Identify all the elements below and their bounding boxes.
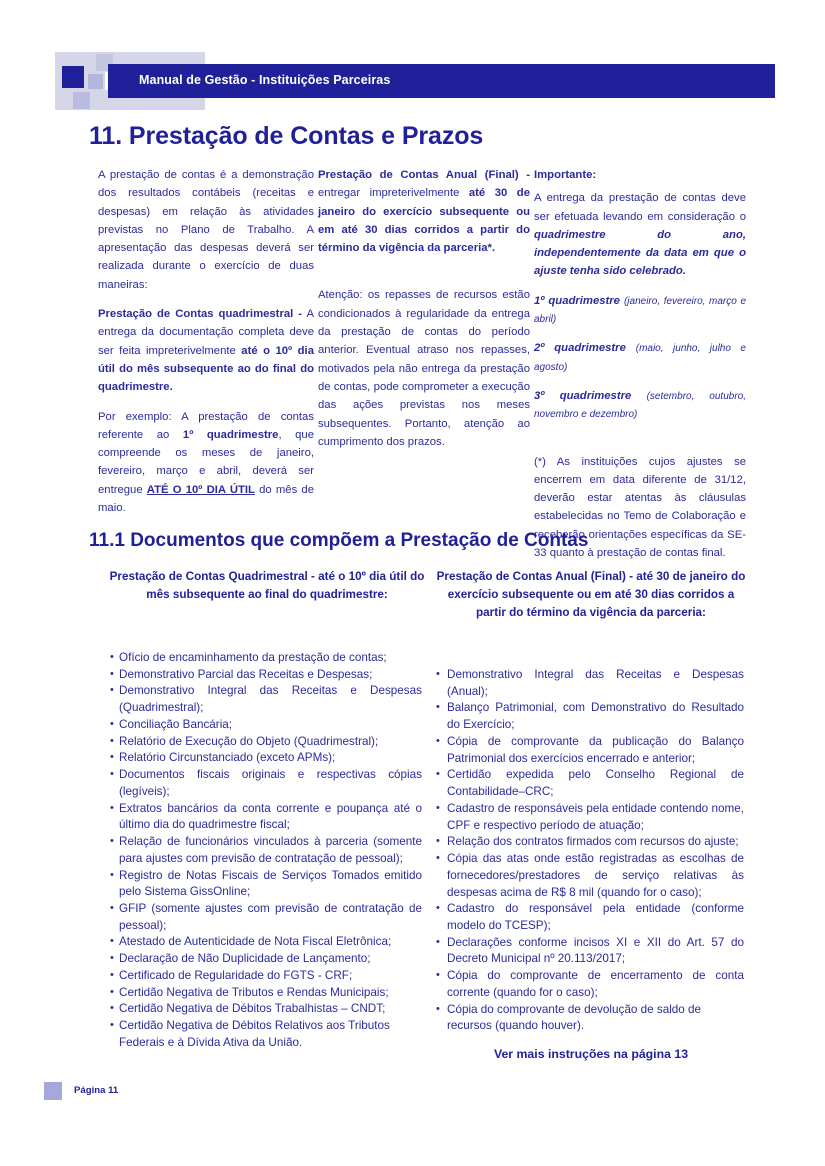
column-two (318, 166, 530, 451)
document-list-anual (436, 667, 744, 1035)
header-decoration-square-medium-2 (88, 74, 103, 89)
document-list-quadrimestral (110, 650, 422, 1052)
list-item: • Certidão Negativa de Débitos Relativos aos Tributos Federais e à Dívida Ativa da União. (110, 1018, 422, 1051)
col3-quadrimestre-3 (534, 387, 746, 424)
col3-q2-months: (maio, junho, julho e agosto) (534, 343, 746, 373)
col1-paragraph-intro: A prestação de contas é a demonstração dos resultados contábeis (receitas e despesas) em relação às atividades previstas no Plano de Trabalho. A apresentação das despesas deverá ser realizada durante o exercício de duas maneiras: (98, 169, 314, 291)
col3-footnote: (*) As instituições cujos ajustes se encerrem em data diferente de 31/12, deverão estar atentas às cláusulas estabelecidas no Temo de Colaboração e receberão orientações específicas da SE-33 quanto à prestação de contas final. (534, 455, 746, 560)
col2-anual-body: entregar impreterivelmente (318, 187, 469, 200)
col1-example-deadline: ATÉ O 10º DIA ÚTIL (146, 483, 255, 496)
col1-paragraph-quadrimestral (98, 305, 314, 396)
page-header (0, 52, 825, 110)
subheading-quadrimestral: Prestação de Contas Quadrimestral - até o 10º dia útil do mês subsequente ao final do quadrimestre: (109, 570, 425, 601)
col3-heading-importante (534, 166, 746, 184)
header-decoration-square-dark (62, 66, 84, 88)
page-title: 11. Prestação de Contas e Prazos (89, 122, 484, 150)
col2-anual-emphasis: até 30 de janeiro do exercício subsequente ou em até 30 dias corridos a partir do término da vigência da parceria*. (318, 187, 530, 255)
list-item: • Relação dos contratos firmados com recursos do ajuste; (436, 834, 744, 851)
col3-q3-label: 3º quadrimestre (534, 389, 632, 402)
footer-page-number: Página 11 (74, 1085, 119, 1096)
col3-importante-label: Importante: (534, 169, 597, 181)
list-item: • Cadastro do responsável pela entidade (conforme modelo do TCESP); (436, 901, 744, 934)
col3-q2-sep (626, 342, 636, 354)
col1-quadrimestral-emphasis: até o 10º dia útil do mês subsequente ao do final do quadrimestre. (98, 344, 314, 394)
list-item: • Cadastro de responsáveis pela entidade contendo nome, CPF e respectivo período de atuação; (436, 801, 744, 834)
see-more-note: Ver mais instruções na página 13 (493, 1047, 689, 1061)
header-decoration-square-medium-3 (73, 92, 90, 109)
list-item: • Certidão expedida pelo Conselho Regional de Contabilidade–CRC; (436, 767, 744, 800)
list-item: • Cópia do comprovante de devolução de saldo de recursos (quando houver). (436, 1002, 744, 1035)
col3-q2-label: 2º quadrimestre (534, 342, 626, 355)
col3-quadrimestre-2 (534, 339, 746, 376)
col1-example-a: Por exemplo: A prestação de contas referente ao (98, 410, 314, 441)
col3-q3-months: (setembro, outubro, novembro e dezembro) (534, 390, 746, 421)
list-item: • GFIP (somente ajustes com previsão de contratação de pessoal); (110, 901, 422, 934)
col3-spacer (534, 435, 746, 453)
list-item: • Atestado de Autenticidade de Nota Fiscal Eletrônica; (110, 934, 422, 951)
list-item: • Certidão Negativa de Tributos e Rendas Municipais; (110, 985, 422, 1002)
list-item: • Demonstrativo Integral das Receitas e Despesas (Quadrimestral); (110, 683, 422, 716)
list-item: • Extratos bancários da conta corrente e poupança até o último dia do quadrimestre fiscal; (110, 801, 422, 834)
col1-example-c: , que compreende os meses de janeiro, fevereiro, março e abril, deverá ser entregue (98, 428, 314, 496)
col2-anual-lead: Prestação de Contas Anual (Final) - (318, 169, 530, 181)
col1-example-quadrimestre: 1º quadrimestre (182, 428, 279, 441)
col1-quadrimestral-lead: Prestação de Contas quadrimestral - (98, 308, 303, 321)
list-item: • Relatório de Execução do Objeto (Quadrimestral); (110, 734, 422, 751)
col1-example-e: do mês de maio. (98, 483, 314, 515)
column-three (534, 166, 746, 562)
col3-paragraph-entrega (534, 189, 746, 280)
col3-q1-months: (janeiro, fevereiro, março e abril) (534, 295, 747, 326)
col3-quadrimestre-1 (534, 292, 746, 329)
header-title-text: Manual de Gestão - Instituições Parceiras (139, 73, 391, 87)
col1-paragraph-example (98, 408, 314, 518)
col3-entrega-emphasis: quadrimestre do ano, independentemente da data em que o ajuste tenha sido celebrado. (534, 228, 746, 278)
column-one (98, 166, 314, 517)
footer-decoration-square (44, 1082, 62, 1100)
list-item: • Demonstrativo Parcial das Receitas e Despesas; (110, 667, 422, 684)
header-title-bar (108, 64, 775, 98)
col1-quadrimestral-body: A entrega da documentação completa deve ser feita impreterivelmente (98, 308, 314, 357)
col3-q3-sep (631, 390, 646, 402)
list-item: • Cópia das atas onde estão registradas as escolhas de fornecedores/prestadores de serviço relativas às despesas acima de R$ 8 mil (quando for o caso); (436, 851, 744, 901)
list-item: • Balanço Patrimonial, com Demonstrativo do Resultado do Exercício; (436, 700, 744, 733)
list-item: • Relatório Circunstanciado (exceto APMs); (110, 750, 422, 767)
col3-q1-label: 1º quadrimestre (534, 294, 620, 307)
subheading-anual: Prestação de Contas Anual (Final) - até 30 de janeiro do exercício subsequente ou em até 30 dias corridos a partir do término da vigência da parceria: (436, 570, 746, 619)
list-item: • Declaração de Não Duplicidade de Lançamento; (110, 951, 422, 968)
col2-paragraph-atencao: Atenção: os repasses de recursos estão condicionados à regularidade da entrega da prestação de contas do período anterior. Eventual atraso nos repasses, motivados pela não entrega da prestação de contas, pode comprometer a execução das ações previstas nos meses subsequentes. Portanto, atenção ao cumprimento dos prazos. (318, 289, 530, 448)
list-item: • Conciliação Bancária; (110, 717, 422, 734)
list-item: • Demonstrativo Integral das Receitas e Despesas (Anual); (436, 667, 744, 700)
list-item: • Relação de funcionários vinculados à parceria (somente para ajustes com previsão de contratação de pessoal); (110, 834, 422, 867)
list-item: • Cópia de comprovante da publicação do Balanço Patrimonial dos exercícios encerrado e anterior; (436, 734, 744, 767)
section-title: 11.1 Documentos que compõem a Prestação de Contas (89, 530, 589, 551)
list-item: • Certificado de Regularidade do FGTS - CRF; (110, 968, 422, 985)
list-item: • Ofício de encaminhamento da prestação de contas; (110, 650, 422, 667)
col2-paragraph-anual (318, 166, 530, 257)
list-item: • Registro de Notas Fiscais de Serviços Tomados emitido pelo Sistema GissOnline; (110, 868, 422, 901)
list-item: • Cópia do comprovante de encerramento de conta corrente (quando for o caso); (436, 968, 744, 1001)
list-item: • Declarações conforme incisos XI e XII do Art. 57 do Decreto Municipal nº 20.113/2017; (436, 935, 744, 968)
col2-spacer (318, 268, 530, 286)
list-item: • Documentos fiscais originais e respectivas cópias (legíveis); (110, 767, 422, 800)
list-item: • Certidão Negativa de Débitos Trabalhistas – CNDT; (110, 1001, 422, 1018)
col3-entrega-a: A entrega da prestação de contas deve ser efetuada levando em consideração o (534, 192, 746, 223)
